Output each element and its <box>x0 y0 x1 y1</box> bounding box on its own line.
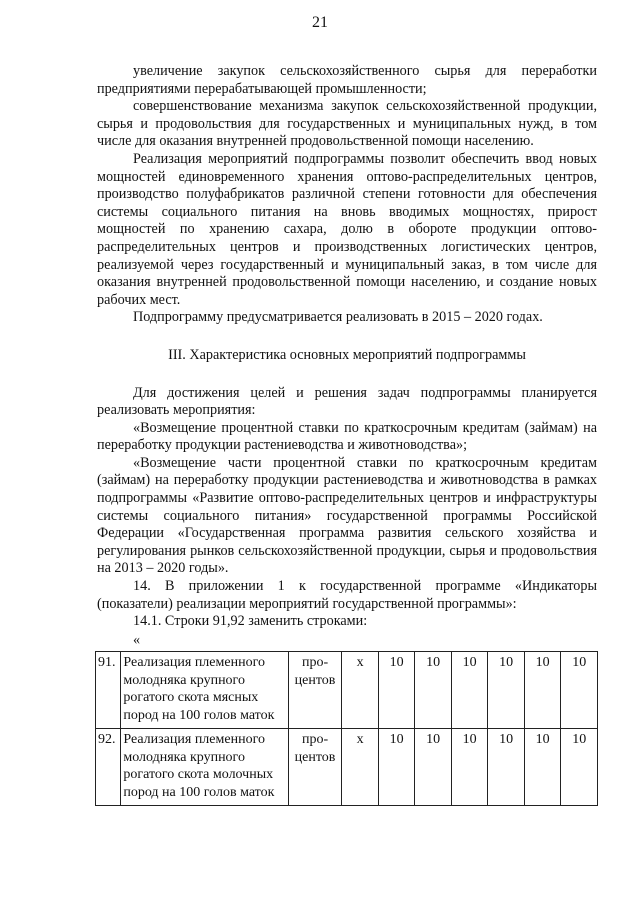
row-unit: про-центов <box>288 729 342 806</box>
row-value: 10 <box>451 652 488 729</box>
paragraph: 14.1. Строки 91,92 заменить строками: <box>133 613 368 630</box>
table-row <box>96 652 598 729</box>
row-value: 10 <box>378 652 415 729</box>
paragraph: 14. В приложении 1 к государственной программе «Индикаторы (показатели) реализации мероприятий государственной программы»: <box>97 578 597 612</box>
row-value: 10 <box>524 729 561 806</box>
row-value: 10 <box>524 652 561 729</box>
indicators-table <box>95 651 598 806</box>
row-value: 10 <box>488 652 525 729</box>
row-value: 10 <box>488 729 525 806</box>
paragraph: увеличение закупок сельскохозяйственного сырья для переработки предприятиями перерабатывающей промышленности; <box>97 63 597 97</box>
paragraph: Для достижения целей и решения задач подпрограммы планируется реализовать мероприятия: <box>97 384 597 419</box>
row-name: Реализация племенного молодняка крупного рогатого скота мясных пород на 100 голов маток <box>121 652 288 729</box>
paragraph: «Возмещение процентной ставки по краткосрочным кредитам (займам) на переработку продукции растениеводства и животноводства»; <box>97 419 597 454</box>
paragraph: Подпрограмму предусматривается реализовать в 2015 – 2020 годах. <box>133 309 543 326</box>
row-number: 92. <box>96 729 121 806</box>
row-number: 91. <box>96 652 121 729</box>
row-name: Реализация племенного молодняка крупного рогатого скота молочных пород на 100 голов маток <box>121 729 288 806</box>
row-value: 10 <box>561 652 598 729</box>
body-text <box>97 63 597 651</box>
row-x: х <box>342 652 379 729</box>
paragraph: Реализация мероприятий подпрограммы позволит обеспечить ввод новых мощностей единовременного хранения оптово-распределительных центров, производство полуфабрикатов различной степени готовности для обеспечения системы социального питания на вновь вводимых мощностях, прирост мощностей по хранению сахара, долю в обороте продукции оптово-распределительных центров и производственных логистических центров, реализуемой через государственный и муниципальный заказ, в том числе для оказания внутренней продовольственной помощи населению, и создание новых рабочих мест. <box>97 150 597 308</box>
section-heading: III. Характеристика основных мероприятий подпрограммы <box>168 346 526 363</box>
row-value: 10 <box>415 729 452 806</box>
page-number: 21 <box>312 14 328 31</box>
row-x: х <box>342 729 379 806</box>
table-row <box>96 729 598 806</box>
row-unit: про-центов <box>288 652 342 729</box>
row-value: 10 <box>561 729 598 806</box>
paragraph: «Возмещение части процентной ставки по краткосрочным кредитам (займам) на переработку продукции растениеводства и животноводства в рамках подпрограммы «Развитие оптово-распределительных центров и инфраструктуры системы социального питания» государственной программы Российской Федерации «Государственная программа развития сельского хозяйства и регулирования рынков сельскохозяйственной продукции, сырья и продовольствия на 2013 – 2020 годы». <box>97 454 597 577</box>
row-value: 10 <box>378 729 415 806</box>
row-value: 10 <box>415 652 452 729</box>
paragraph: совершенствование механизма закупок сельскохозяйственной продукции, сырья и продовольствия для государственных и муниципальных нужд, в том числе для оказания внутренней продовольственной помощи населению. <box>97 98 597 150</box>
open-quote: « <box>133 631 141 648</box>
row-value: 10 <box>451 729 488 806</box>
